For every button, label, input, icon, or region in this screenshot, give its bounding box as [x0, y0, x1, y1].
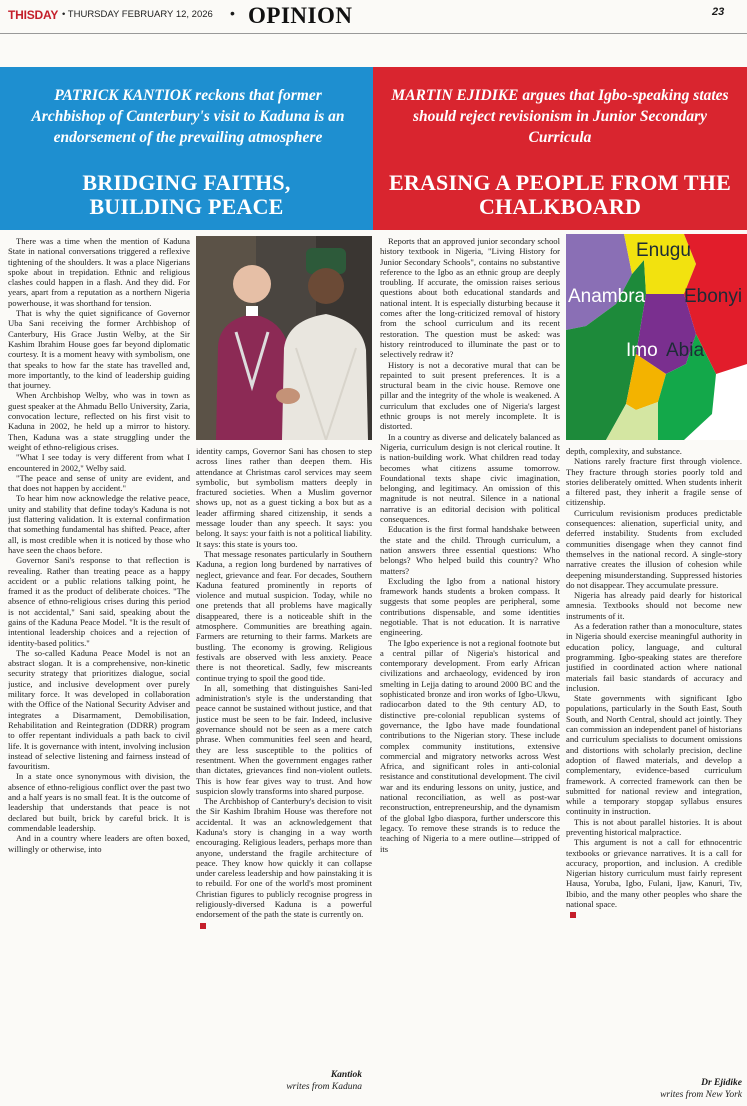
- paragraph: "The peace and sense of unity are evident, and that does not happen by accident.": [8, 472, 190, 494]
- paragraph: depth, complexity, and substance.: [566, 446, 682, 456]
- right-article-byline-name: Dr Ejidike: [701, 1078, 742, 1088]
- right-article-kicker: MARTIN EJIDIKE argues that Igbo-speaking states should reject revisionism in Junior Secondary Curricula: [391, 87, 729, 146]
- left-article-headline-line1: BRIDGING FAITHS,: [82, 170, 291, 195]
- paragraph: History is not a decorative mural that can be repainted to suit present preferences. It is a structural beam in the civic house. Remove one pillar and the integrity of the whole is weakened. A curriculum that excludes one of Nigeria's largest ethnic groups is not merely incomplete. It is distorted.: [380, 359, 560, 432]
- separator-bullet: •: [230, 5, 235, 21]
- paragraph: identity camps, Governor Sani has chosen to step across lines rather than deepen them. His attendance at Christmas carol services may seem symbolic, but symbolism matters deeply in fractured societies. When a Muslim governor shows up, not as a guest ticking a box but as a leader affirming shared citizenship, it sends a message louder than any speech. It says: you belong. It says: your faith is not a political liability. It says: this state is yours too.: [196, 446, 372, 549]
- left-article-byline-name: Kantiok: [330, 1070, 362, 1080]
- right-article-banner: [373, 67, 747, 230]
- paragraph: When Archbishop Welby, who was in town as guest speaker at the Ahmadu Bello University, Zaria, convocation lecture, reflected on his first visit to Kaduna in 2002, he held up a mirror to history. Then, Kaduna was a state struggling under the weight of ethno-religious crises.: [8, 390, 190, 452]
- paragraph: Curriculum revisionism produces predictable consequences: alienation, superficial unity, and deferred instability. Students from excluded communities disengage when they cannot find themselves in the national record. A single-story narrative creates the illusion of cohesion while deepening misunderstanding. Suppressed histories do not disappear. They accumulate pressure.: [566, 507, 742, 590]
- paragraph: And in a country where leaders are often boxed, willingly or otherwise, into: [8, 833, 190, 854]
- article-end-marker: [570, 912, 576, 918]
- map-label-imo: Imo: [626, 340, 658, 361]
- right-article-headline-line1: ERASING A PEOPLE FROM THE: [389, 170, 731, 195]
- paragraph: In all, something that distinguishes Sani-led administration's style is the understanding that peace cannot be sustained without justice, and that justice must be seen to be fair. Indeed, inclusive governance should not be seen as a mere catch phrase. When communities feel seen and heard, they are less susceptible to the politics of resentment. When the government engages rather than dictates, grievances find non-violent outlets. This is how fear gives way to trust. And how suspicion slowly transforms into shared purpose.: [196, 682, 372, 796]
- left-article-column-2: [196, 446, 372, 1046]
- paragraph: That message resonates particularly in Southern Kaduna, a region long burdened by narratives of neglect, grievance and fear. For decades, Southern Kaduna featured prominently in reports of violence and mutual suspicion. Today, while no one pretends that all problems have magically disappeared, there is a noticeable shift in the atmosphere. Communities are breathing again. Farmers are returning to their farms. Markets are bustling. The economy is growing. Religious festivals are observed with less anxiety. Peace there is not theoretical. Sadly, few miscreants continue trying to spoil the good tide.: [196, 548, 372, 683]
- left-article-headline-line2: BUILDING PEACE: [89, 194, 284, 219]
- paragraph: Reports that an approved junior secondary school history textbook in Nigeria, "Living History for Junior Secondary Schools", contains no substantive reference to the Igbo as an ethnic group are deeply troubling. If accurate, the omission raises serious questions about both educational standards and national intent. It is especially disturbing because it comes after the long-criticized removal of history from the school curriculum and its recent restoration. The question must be asked: was history reintroduced to illuminate the past or to selectively redraw it?: [380, 236, 560, 360]
- paragraph: The Archbishop of Canterbury's decision to visit the Sir Kashim Ibrahim House was therefore not accidental. It was an acknowledgement that Kaduna's story is changing in a way worth encouraging. Religious leaders, perhaps more than anyone, understand the fragile architecture of peace. They know how quickly it can collapse under careless leadership and how painstaking it is to rebuild. For one of the world's most prominent Christian figures to publicly recognise progress in religiously-diversed Kaduna is a powerful endorsement of the path the state is currently on.: [196, 796, 372, 920]
- right-article-column-2: [566, 446, 742, 1066]
- section-title: OPINION: [248, 3, 353, 28]
- map-label-abia: Abia: [666, 340, 705, 361]
- paragraph: There was a time when the mention of Kaduna State in national conversations triggered a reflexive tightening of the shoulders. It was a place Nigerians spoke about in trepidation. Ethnic and religious clashes could happen in a flash. And they did. For years, apart from a reputation as a northern Nigeria powerhouse, it was shorthand for tension.: [8, 236, 190, 308]
- paragraph: This is not about parallel histories. It is about preventing historical malpractice.: [566, 816, 742, 837]
- map-south-east-states: [566, 234, 747, 440]
- right-article-byline-location: writes from New York: [660, 1090, 742, 1100]
- paragraph: "What I see today is very different from what I encountered in 2002," Welby said.: [8, 452, 190, 473]
- paragraph: State governments with significant Igbo populations, particularly in the South East, South South, and North Central, should act jointly. They can commission an independent panel of historians and curriculum specialists to document omissions and distortions with scholarly precision, decline adoption of flawed materials, and develop a complementary, evidence-based curriculum framework. A corrected framework can then be submitted for national review and integration, while a temporary stopgap syllabus ensures continuity in instruction.: [566, 693, 742, 817]
- paragraph: The so-called Kaduna Peace Model is not an abstract slogan. It is a comprehensive, non-kinetic security strategy that prioritizes dialogue, social justice, and inclusive development over purely military force. It was developed in collaboration with the Office of the National Security Adviser and integrates a Disarmament, Demobilisation, Rehabilitation and Reintegration (DDRR) program to offer repentant individuals a path back to civil life. It is governance with intent, involving inclusion instead of selective listening and fairness instead of favouritism.: [8, 647, 190, 772]
- paragraph: In a country as diverse and delicately balanced as Nigeria, curriculum design is not clerical routine. It is nation-building work. What children read today becomes what citizens assume tomorrow. Foundational texts shape civic imagination, belonging, and legitimacy. An omission of this magnitude is not neutral. Silence in a national narrative is an editorial decision with political consequences.: [380, 431, 560, 525]
- right-article-headline-line2: CHALKBOARD: [478, 194, 642, 219]
- map-label-enugu: Enugu: [636, 240, 691, 261]
- article-end-marker: [200, 923, 206, 929]
- paragraph: The Igbo experience is not a regional footnote but a central pillar of Nigeria's historical and contemporary development. From early African civilizations and archaeology, evidenced by iron smelting in Lejja dating to around 2000 BC and the sophisticated bronze and iron works of Igbo-Ukwu, radiocarbon dated to the 9th century AD, to distinctive pre-colonial republican systems of governance, the Igbo have made foundational contributions to the Nigerian story. These include complex community institutions, extensive commercial and migratory networks across West Africa, and significant roles in anti-colonial resistance and constitutional development. The civil war and its enduring lessons on unity, justice, and national reconciliation, as well as post-war reconstruction, entrepreneurship, and the dynamism of the global Igbo diaspora, further underscore this legacy. To remove these strands is to reduce the teaching of Nigeria to a mere outline—stripped of its: [380, 637, 560, 854]
- left-article-byline-location: writes from Kaduna: [286, 1082, 362, 1092]
- map-label-anambra: Anambra: [568, 286, 646, 307]
- paragraph: Excluding the Igbo from a national history framework hands students a broken compass. It suggests that some peoples are peripheral, some contributions dispensable, and some identities negotiable. That is not education. It is narrative engineering.: [380, 575, 560, 638]
- paragraph: As a federation rather than a monoculture, states in Nigeria should exercise meaningful authority in education policy, language, and cultural programming. Igbo-speaking states are therefore justified in coordinated action where national materials fail basic standards of accuracy and inclusion.: [566, 621, 742, 693]
- publication-name: THISDAY: [8, 8, 59, 22]
- paragraph: This argument is not a call for ethnocentric textbooks or grievance narratives. It is a call for accuracy, proportion, and inclusion. A credible Nigerian history curriculum must fairly represent Hausa, Yoruba, Igbo, Fulani, Ijaw, Kanuri, Tiv, Ibibio, and the many other peoples who share the national space.: [566, 837, 742, 910]
- paragraph: To hear him now acknowledge the relative peace, unity and stability that define today's Kaduna is not just flattering validation. It is external confirmation that something fundamental has shifted. Peace, after all, is most credible when it is noticed by those who have seen the chaos before.: [8, 493, 190, 555]
- header-divider: [0, 33, 747, 34]
- map-illustration: [566, 234, 747, 440]
- page-number: 23: [712, 6, 725, 18]
- map-label-ebonyi: Ebonyi: [684, 286, 743, 307]
- paragraph: That is why the quiet significance of Governor Uba Sani receiving the former Archbishop of Canterbury, His Grace Justin Welby, at the Sir Kashim Ibrahim House goes far beyond diplomatic courtesy. It is a moment heavy with symbolism, one that speaks to how far the state has travelled and, more importantly, to the kind of leadership guiding that journey.: [8, 308, 190, 391]
- right-article-column-1: [380, 236, 560, 1104]
- left-article-column-1: [8, 236, 190, 1104]
- masthead: [0, 0, 747, 28]
- paragraph: Governor Sani's response to that reflection is revealing. Rather than treating peace as a happy accident or a public relations talking point, he framed it as the product of deliberate choices. "The absence of ethno-religious crises during this period is not accidental," Sani said, speaking about the gains of the Kaduna Peace Model. "It is the result of intentional leadership choices and a rejection of identity-based politics.": [8, 555, 190, 648]
- left-article-kicker: PATRICK KANTIOK reckons that former Archbishop of Canterbury's visit to Kaduna is an endorsement of the prevailing atmosphere: [31, 87, 345, 146]
- photo-illustration: [196, 236, 372, 440]
- paragraph: Nigeria has already paid dearly for historical amnesia. Textbooks should not become new instruments of it.: [566, 590, 742, 621]
- paragraph: Education is the first formal handshake between the state and the child. Through curriculum, a nation answers three essential questions: Who belongs? Who helped build this country? Who matters?: [380, 524, 560, 576]
- issue-date: • THURSDAY FEBRUARY 12, 2026: [62, 9, 213, 20]
- photo-welby-and-governor: [196, 236, 372, 440]
- paragraph: Nations rarely fracture first through violence. They fracture through stories poorly told and stories deliberately omitted. When students inherit a filtered past, they inherit a fragile sense of citizenship.: [566, 456, 742, 508]
- paragraph: In a state once synonymous with division, the absence of ethno-religious conflict over the past two and a half years is no small feat. It is the outcome of leadership that understands that peace is not declared but built, brick by careful brick. It is commendable leadership.: [8, 771, 190, 833]
- left-article-banner: [0, 67, 373, 230]
